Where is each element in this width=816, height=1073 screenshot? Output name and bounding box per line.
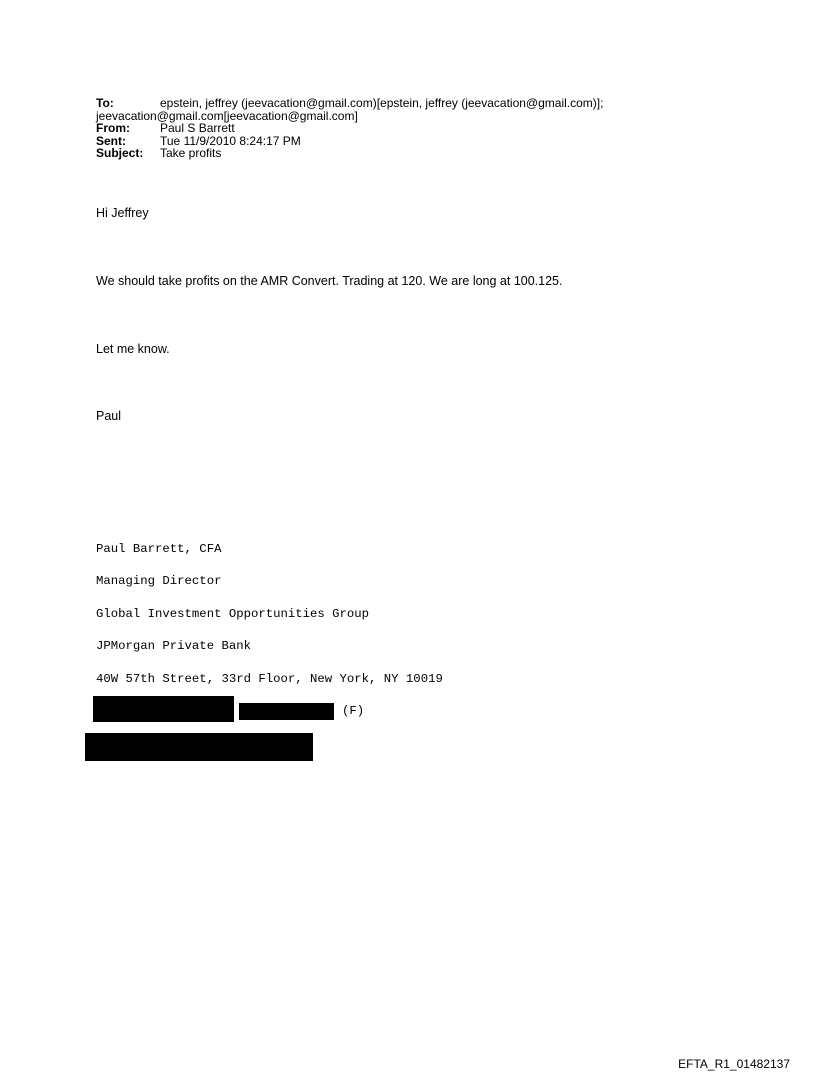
redaction-phone	[93, 696, 234, 722]
closing: Let me know.	[96, 342, 170, 356]
fax-suffix: (F)	[342, 704, 365, 718]
redaction-email	[85, 733, 313, 761]
signature-firm: JPMorgan Private Bank	[96, 639, 251, 653]
signature-address: 40W 57th Street, 33rd Floor, New York, NY 10019	[96, 672, 443, 686]
sent-label: Sent:	[96, 133, 126, 148]
subject-row	[96, 147, 776, 160]
to-row	[96, 97, 776, 110]
signoff: Paul	[96, 409, 122, 423]
sent-value: Tue 11/9/2010 8:24:17 PM	[160, 133, 301, 148]
document-id: EFTA_R1_01482137	[678, 1057, 790, 1071]
to-value: epstein, jeffrey (jeevacation@gmail.com)[epstein, jeffrey (jeevacation@gmail.com)];	[160, 96, 604, 110]
to-label: To:	[96, 96, 114, 110]
subject-value: Take profits	[160, 146, 222, 160]
signature-group: Global Investment Opportunities Group	[96, 607, 370, 621]
redaction-fax	[239, 703, 334, 720]
email-header	[96, 97, 776, 160]
from-value: Paul S Barrett	[160, 121, 235, 135]
to-value-continued: jeevacation@gmail.com[jeevacation@gmail.com]	[96, 108, 358, 123]
from-label: From:	[96, 121, 130, 135]
signature-name: Paul Barrett, CFA	[96, 542, 222, 556]
signature-title: Managing Director	[96, 574, 222, 588]
message-body: We should take profits on the AMR Convert. Trading at 120. We are long at 100.125.	[96, 274, 563, 288]
subject-label: Subject:	[96, 146, 144, 160]
greeting: Hi Jeffrey	[96, 206, 149, 220]
